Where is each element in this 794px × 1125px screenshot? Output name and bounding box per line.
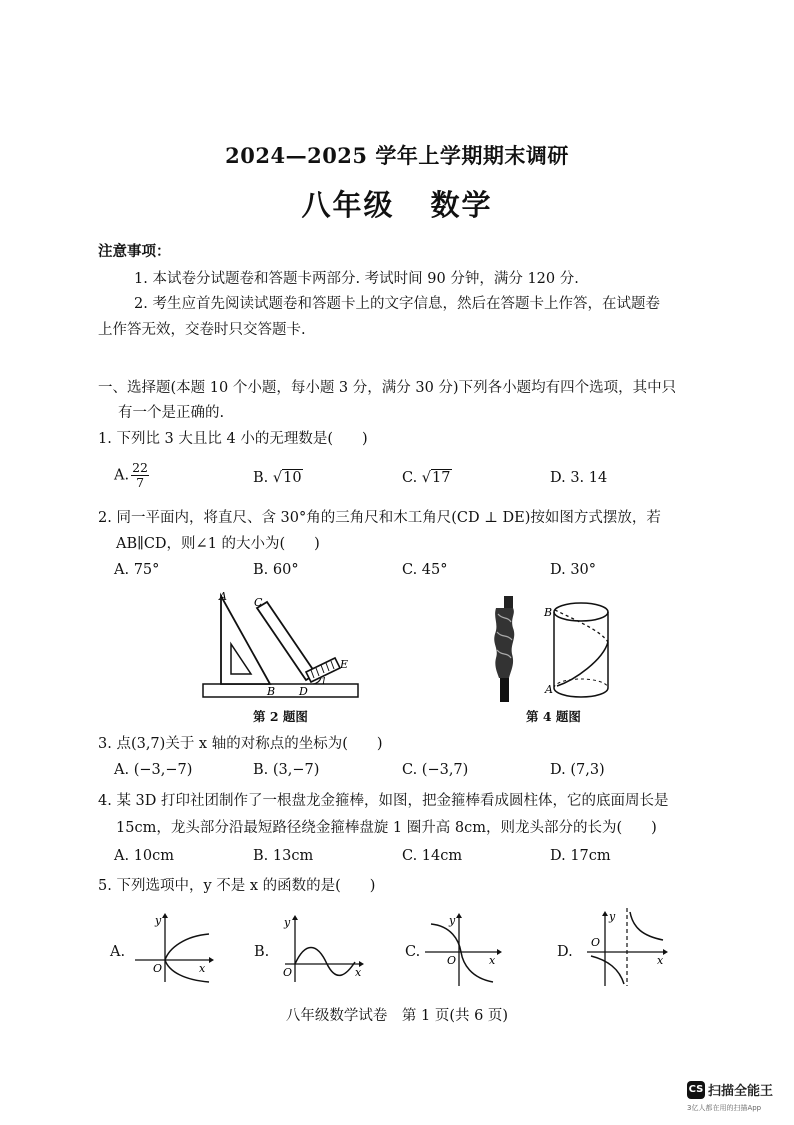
q4-figure-caption: 第 4 题图 (526, 709, 581, 724)
watermark-name: 扫描全能王 (708, 1084, 774, 1099)
label-C: C (254, 596, 263, 609)
q4-stem-line1: 4. 某 3D 打印社团制作了一根盘龙金箍棒，如图，把金箍棒看成圆柱体，它的底面周长是 (98, 793, 669, 809)
q3-stem: 3. 点(3,7)关于 x 轴的对称点的坐标为( ) (98, 736, 383, 752)
decreasing-curve (431, 924, 493, 982)
radicand: 17 (432, 470, 451, 486)
origin-label: O (283, 966, 293, 979)
q5-graph-c (425, 910, 505, 988)
q1-option-d: D. 3. 14 (550, 470, 608, 486)
q5-graph-b (275, 912, 365, 984)
q2-option-b: B. 60° (253, 562, 299, 578)
q1-option-a (114, 461, 149, 490)
sqrt-sign: √10 (272, 470, 302, 486)
section1-heading-line1: 一、选择题(本题 10 个小题，每小题 3 分，满分 30 分)下列各小题均有四个选项，其中只 (98, 380, 677, 396)
hyperbola-right-branch (630, 912, 663, 940)
q3-option-b: B. (3,−7) (253, 762, 320, 778)
axis-label-x: x (199, 962, 206, 975)
fraction-numerator: 22 (132, 460, 148, 475)
label-E: E (340, 658, 349, 671)
q1-option-c-label: C. (402, 470, 418, 486)
sine-wave-curve (295, 948, 355, 976)
grade-label: 八年级 (301, 188, 395, 222)
q5-option-c-label: C. (405, 944, 421, 960)
notice-item-2-line2: 上作答无效，交卷时只交答题卡. (98, 322, 306, 338)
q2-stem-line2: AB∥CD，则∠1 的大小为( ) (116, 536, 320, 552)
axis-label-y: y (449, 914, 456, 927)
axis-label-y: y (609, 910, 616, 923)
label-B: B (267, 685, 276, 698)
label-A: A (219, 590, 227, 603)
q5-graph-a (135, 912, 215, 984)
q1-stem: 1. 下列比 3 大且比 4 小的无理数是( ) (98, 431, 368, 447)
page-footer: 八年级数学试卷 第 1 页(共 6 页) (285, 1008, 509, 1024)
camscanner-logo-icon: CS (687, 1081, 705, 1099)
hyperbola-left-branch (591, 956, 624, 984)
notice-heading: 注意事项： (98, 243, 171, 260)
sqrt-sign: √17 (421, 470, 451, 486)
section1-heading-line2: 有一个是正确的. (118, 405, 225, 421)
q1-option-b (253, 470, 303, 486)
q3-option-a: A. (−3,−7) (114, 762, 193, 778)
q1-option-a-fraction (131, 461, 149, 490)
cylinder-shape (554, 603, 608, 697)
exam-title: 2024—2025 学年上学期期末调研 (225, 143, 569, 168)
label-angle-1: 1 (321, 677, 327, 687)
origin-label: O (153, 962, 163, 975)
q1-option-b-label: B. (253, 470, 269, 486)
q2-stem-line1: 2. 同一平面内，将直尺、含 30°角的三角尺和木工角尺(CD ⊥ DE)按如图方式摆放，若 (98, 510, 661, 526)
q4-option-c: C. 14cm (402, 848, 463, 864)
origin-label: O (447, 954, 457, 967)
grade-subject-title (0, 183, 794, 224)
q5-option-b-label: B. (254, 944, 270, 960)
axis-label-x: x (489, 954, 496, 967)
q5-stem: 5. 下列选项中，y 不是 x 的函数的是( ) (98, 878, 376, 894)
golden-cudgel-image (494, 596, 514, 702)
q4-figure (485, 590, 635, 705)
carpenter-square-arm (257, 602, 316, 680)
q1-option-c (402, 470, 452, 486)
q3-option-c: C. (−3,7) (402, 762, 469, 778)
q2-option-c: C. 45° (402, 562, 448, 578)
ruler-shape (203, 684, 358, 697)
q3-option-d: D. (7,3) (550, 762, 605, 778)
axis-label-y: y (155, 914, 162, 927)
q4-option-b: B. 13cm (253, 848, 314, 864)
q1-option-a-label: A. (114, 467, 130, 484)
label-A: A (545, 683, 553, 696)
q4-option-d: D. 17cm (550, 848, 611, 864)
label-D: D (299, 685, 308, 698)
q4-option-a: A. 10cm (114, 848, 175, 864)
q5-option-a-label: A. (110, 944, 126, 960)
radicand: 10 (283, 470, 302, 486)
axis-label-x: x (657, 954, 664, 967)
q2-option-d: D. 30° (550, 562, 597, 578)
notice-item-1: 1. 本试卷分试题卷和答题卡两部分. 考试时间 90 分钟，满分 120 分. (134, 271, 579, 287)
q5-graph-d (577, 906, 669, 988)
axis-label-x: x (355, 966, 362, 979)
q2-figure-caption: 第 2 题图 (253, 709, 308, 724)
notice-item-2-line1: 2. 考生应首先阅读试题卷和答题卡上的文字信息，然后在答题卡上作答，在试题卷 (134, 296, 660, 312)
q5-option-d-label: D. (557, 944, 573, 960)
fraction-denominator: 7 (136, 475, 145, 490)
subject-label: 数学 (430, 188, 493, 222)
origin-label: O (591, 936, 601, 949)
watermark-subtitle: 3亿人都在用的扫描App (687, 1104, 762, 1112)
q2-option-a: A. 75° (114, 562, 160, 578)
q2-figure (195, 588, 375, 703)
q4-stem-line2: 15cm，龙头部分沿最短路径绕金箍棒盘旋 1 圈升高 8cm，则龙头部分的长为( ) (116, 820, 657, 836)
axis-label-y: y (284, 916, 291, 929)
label-B: B (544, 606, 553, 619)
